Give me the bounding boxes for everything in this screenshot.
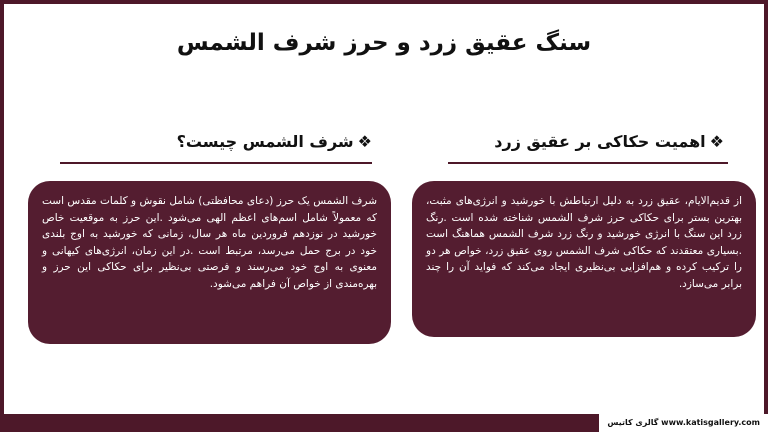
heading-underline [448, 162, 728, 164]
heading-underline [60, 162, 372, 164]
diamond-bullet-icon: ❖ [709, 132, 724, 151]
card-text: شرف الشمس یک حرز (دعای محافظتی) شامل نقوش و کلمات مقدس است که معمولاً شامل اسم‌های اعظم الهی می‌شود .این حرز به موقعیت خاص خورشید در نوزدهم فروردین ماه هر سال، زمانی که خورشید به اوج بلندی خود در برج حمل می‌رسد، مرتبط است .در این زمان، انرژی‌های کیهانی و معنوی به اوج خود می‌رسند و فرصتی بی‌نظیر برای حکاکی این حرز و بهره‌مندی از خواص آن فراهم می‌شود. [42, 195, 377, 290]
heading-text: اهمیت حکاکی بر عقیق زرد [494, 132, 706, 151]
card-yellow-agate-engraving [412, 181, 756, 337]
diamond-bullet-icon: ❖ [357, 132, 372, 151]
heading-what-is-sharaf-al-shams [62, 132, 372, 151]
card-text: از قدیم‌الایام، عقیق زرد به دلیل ارتباطش با خورشید و انرژی‌های مثبت، بهترین بستر برای حکاکی حرز شرف الشمس شناخته شده است .رنگ زرد این سنگ با انرژی خورشید و رنگ زرد شرف الشمس هماهنگ است .بسیاری معتقدند که حکاکی شرف الشمس روی عقیق زرد، خواص هر دو را ترکیب کرده و هم‌افزایی بی‌نظیری ایجاد می‌کند که فواید آن را چند برابر می‌سازد. [426, 195, 742, 290]
heading-text: شرف الشمس چیست؟ [176, 132, 354, 151]
slide-title: سنگ عقیق زرد و حرز شرف الشمس [176, 30, 592, 56]
card-what-is-sharaf-al-shams [28, 181, 391, 344]
footer-website-label[interactable]: www.katisgallery.com گالری کاتیس [599, 414, 768, 432]
heading-yellow-agate-engraving [414, 132, 724, 151]
